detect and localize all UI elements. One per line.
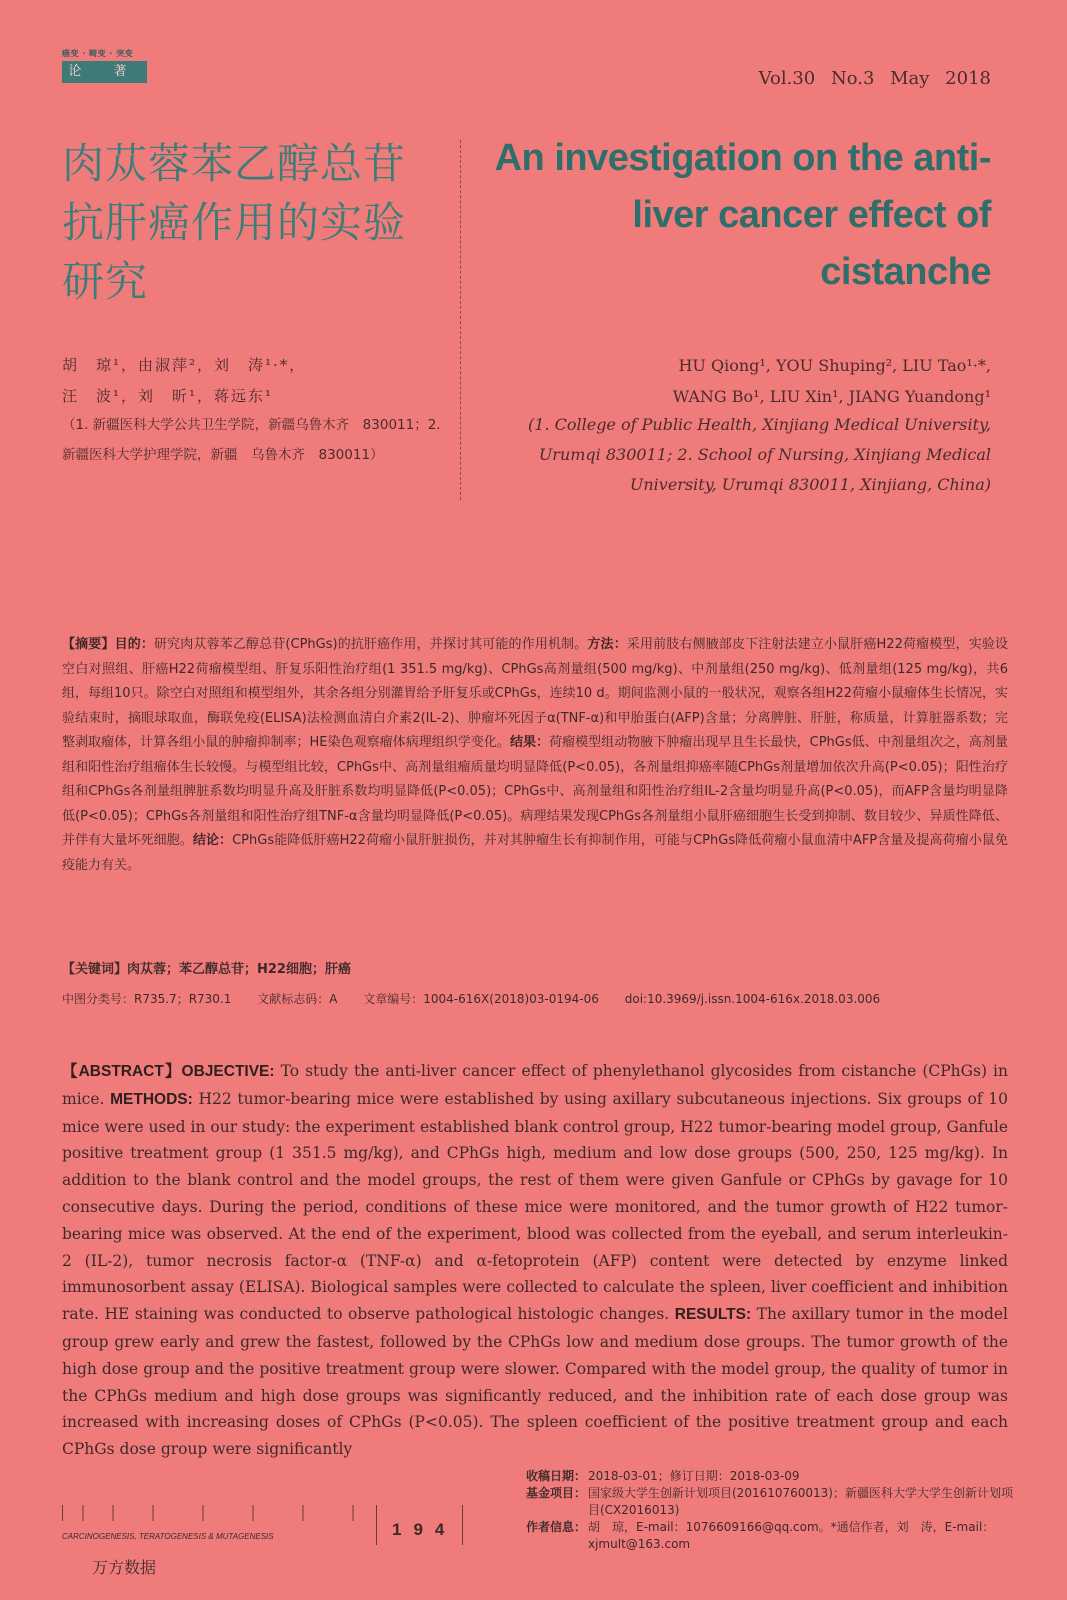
volume-info: Vol.30 No.3 May 2018	[758, 68, 991, 89]
abstract-cn-methods: 采用前肢右侧腋部皮下注射法建立小鼠肝癌H22荷瘤模型，实验设空白对照组、肝癌H22荷瘤模型组、肝复乐阳性治疗组(1 351.5 mg/kg)、CPhGs高剂量组(500 mg/kg)、中剂量组(250 mg/kg)、低剂量组(125 mg/kg)，共6组，每组10只。除空白对照组和模型组外，其余各组分别灌胃给予肝复乐或CPhGs，连续10 d。期间监测小鼠的一般状况，观察各组H22荷瘤小鼠瘤体生长情况，实验结束时，摘眼球取血，酶联免疫(ELISA)法检测血清白介素2(IL-2)、肿瘤坏死因子α(TNF-α)和甲胎蛋白(AFP)含量；分离脾脏、肝脏，称质量，计算脏器系数；完整剥取瘤体，计算各组小鼠的肿瘤抑制率；HE染色观察瘤体病理组织学变化。	[62, 637, 1008, 750]
watermark: 万方数据	[92, 1558, 157, 1577]
abstract-chinese	[62, 633, 1008, 878]
tick-marks	[63, 1505, 393, 1521]
abstract-cn-methods-label: 方法：	[587, 637, 627, 652]
abstract-cn-results-label: 结果：	[509, 735, 550, 750]
abstract-cn-objective: 研究肉苁蓉苯乙醇总苷(CPhGs)的抗肝癌作用，并探讨其可能的作用机制。	[154, 637, 588, 652]
classification-line	[62, 990, 1008, 1007]
abstract-en-objective-label: OBJECTIVE:	[181, 1063, 275, 1080]
abstract-cn-results: 荷瘤模型组动物腋下肿瘤出现早且生长最快，CPhGs低、中剂量组次之，高剂量组和阳性治疗组瘤体生长较慢。与模型组比较，CPhGs中、高剂量组瘤质量均明显降低(P<0.05)，各剂量组抑癌率随CPhGs剂量增加依次升高(P<0.05)；阳性治疗组和CPhGs各剂量组脾脏系数均明显升高及肝脏系数均明显降低(P<0.05)；CPhGs中、高剂量组和阳性治疗组IL-2含量均明显升高(P<0.05)，而AFP含量均明显降低(P<0.05)；CPhGs各剂量组和阳性治疗组TNF-α含量均明显降低(P<0.05)。病理结果发现CPhGs各剂量组小鼠肝癌细胞生长受到抑制、数目较少、异质性降低、并伴有大量坏死细胞。	[62, 735, 1008, 848]
badge-top-text: 癌变 · 畸变 · 突变	[62, 49, 134, 58]
section-label: 论 著	[62, 61, 147, 83]
title-divider	[460, 140, 461, 500]
title-chinese: 肉苁蓉苯乙醇总苷抗肝癌作用的实验研究	[62, 139, 407, 306]
footer-ticks	[62, 1505, 393, 1521]
article-number: 文章编号：1004-616X(2018)03-0194-06	[363, 992, 599, 1006]
authors-en-line1: HU Qiong¹, YOU Shuping², LIU Tao¹·*,	[678, 356, 991, 375]
fund-label: 基金项目：	[526, 1486, 587, 1500]
fund-info: 国家级大学生创新计划项目(201610760013)；新疆医科大学大学生创新计划项目(CX2016013)	[588, 1486, 1013, 1517]
author-info-label: 作者信息：	[526, 1520, 587, 1534]
document-code: 文献标志码：A	[257, 992, 338, 1006]
footnote-info	[526, 1468, 1016, 1553]
abstract-en-results-label: RESULTS:	[674, 1306, 752, 1324]
abstract-cn-conclusion: CPhGs能降低肝癌H22荷瘤小鼠肝脏损伤，并对其肿瘤生长有抑制作用，可能与CPhGs降低荷瘤小鼠血清中AFP含量及提高荷瘤小鼠免疫能力有关。	[62, 833, 1008, 873]
received-dates: 2018-03-01；修订日期：2018-03-09	[588, 1469, 800, 1483]
author-info: 胡 琼，E-mail：1076609166@qq.com。*通信作者，刘 涛，E-mail：xjmult@163.com	[588, 1520, 995, 1551]
page-divider-left	[376, 1505, 377, 1545]
affiliation-english: (1. College of Public Health, Xinjiang Medical University, Urumqi 830011; 2. School of Nursing, Xinjiang Medical University, Urumqi 830011, Xinjiang, China)	[528, 415, 991, 494]
journal-badge	[62, 48, 147, 83]
authors-english	[471, 350, 991, 412]
title-english: An investigation on the anti-liver cancer effect of cistanche	[494, 137, 991, 293]
page-number: 194	[392, 1520, 457, 1539]
abstract-cn-label: 【摘要】	[62, 637, 115, 652]
authors-chinese	[62, 350, 452, 412]
abstract-cn-conclusion-label: 结论：	[192, 833, 233, 848]
keywords: 【关键词】肉苁蓉；苯乙醇总苷；H22细胞；肝癌	[62, 962, 351, 977]
abstract-en-results: The axillary tumor in the model group grew early and grew the fastest, followed by the CPhGs low and medium dose groups. The tumor growth of the high dose group and the positive treatment group were slower. Compared with the model group, the quality of tumor in the CPhGs medium and high dose groups was significantly reduced, and the inhibition rate of each dose group was increased with increasing doses of CPhGs (P<0.05). The spleen coefficient of the positive treatment group and each CPhGs dose group were significantly	[62, 1305, 1008, 1459]
affiliation-chinese: （1. 新疆医科大学公共卫生学院，新疆乌鲁木齐 830011；2. 新疆医科大学护理学院，新疆 乌鲁木齐 830011）	[62, 417, 441, 463]
authors-cn-line1: 胡 琼¹，由淑萍²，刘 涛¹·*，	[62, 356, 307, 374]
abstract-english	[62, 1058, 1008, 1463]
abstract-cn-objective-label: 目的：	[114, 637, 155, 652]
journal-name: CARCINOGENESIS, TERATOGENESIS & MUTAGENESIS	[62, 1532, 274, 1541]
authors-en-line2: WANG Bo¹, LIU Xin¹, JIANG Yuandong¹	[672, 387, 991, 406]
abstract-en-methods: H22 tumor-bearing mice were established by using axillary subcutaneous injections. Six groups of 10 mice were used in our study: the experiment established blank control group, H22 tumor-bearing model group, Ganfule positive treatment group (1 351.5 mg/kg), and CPhGs high, medium and low dose groups (500, 250, 125 mg/kg). In addition to the blank control and the model groups, the rest of them were given Ganfule or CPhGs by gavage for 10 consecutive days. During the period, conditions of these mice were monitored, and the tumor growth of H22 tumor-bearing mice was observed. At the end of the experiment, blood was collected from the eyeball, and serum interleukin-2 (IL-2), tumor necrosis factor-α (TNF-α) and α-fetoprotein (AFP) content were detected by enzyme linked immunosorbent assay (ELISA). Biological samples were collected to calculate the spleen, liver coefficient and inhibition rate. HE staining was conducted to observe pathological histologic changes.	[62, 1089, 1008, 1324]
abstract-en-methods-label: METHODS:	[110, 1090, 193, 1108]
abstract-en-objective: To study the anti-liver cancer effect of phenylethanol glycosides from cistanche (CPhGs) in mice.	[62, 1062, 1008, 1108]
authors-cn-line2: 汪 波¹，刘 昕¹，蒋远东¹	[62, 387, 274, 405]
doi: doi:10.3969/j.issn.1004-616x.2018.03.006	[624, 992, 881, 1006]
abstract-en-label: 【ABSTRACT】	[62, 1063, 182, 1080]
received-label: 收稿日期：	[526, 1469, 587, 1483]
page-divider-right	[462, 1505, 463, 1545]
clc-number: 中图分类号：R735.7；R730.1	[62, 992, 232, 1006]
